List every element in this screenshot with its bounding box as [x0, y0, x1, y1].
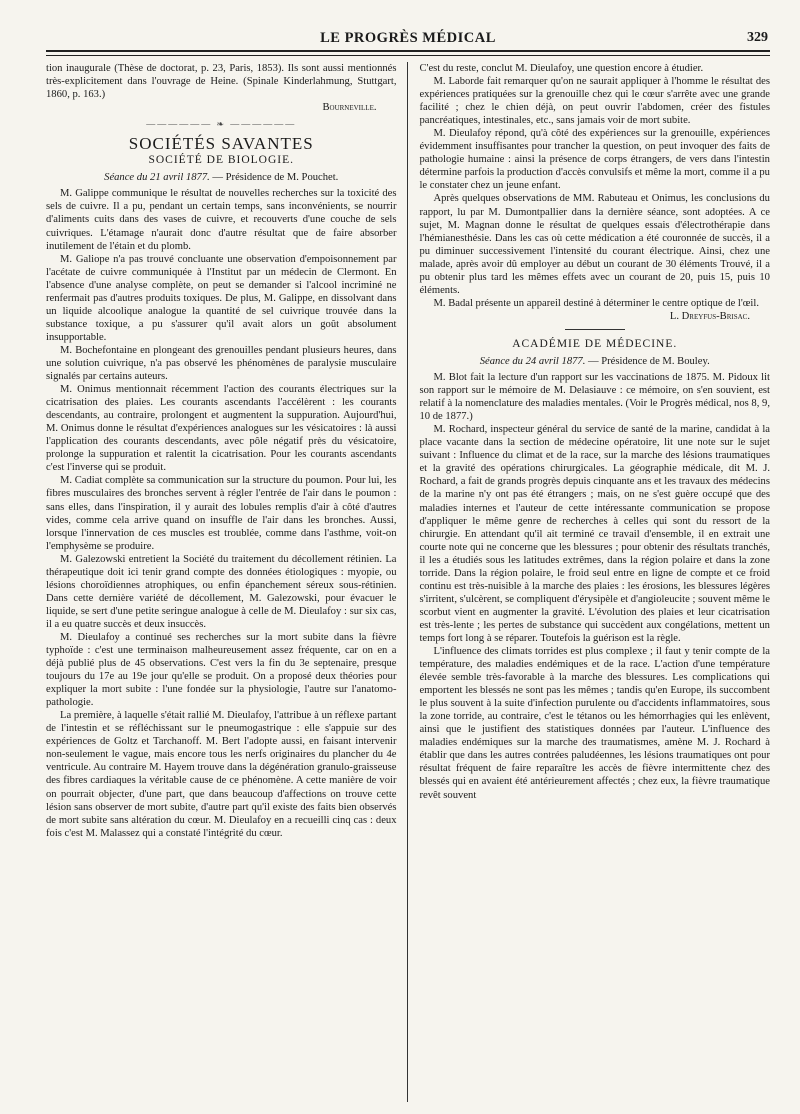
society-title: SOCIÉTÉ DE BIOLOGIE. — [148, 154, 295, 167]
paragraph: L'influence des climats torrides est plus complexe ; il faut y tenir compte de la température, des maladies endémiques et de la race. L'action d'une température élevée semble très-favorable à la marche des blessures. Les complications qui emportent les blessés ne sont pas les mêmes ; tandis qu'en Europe, ils succombent le plus souvent à la suite d'infection purulente ou d'accidents inflammatoires, sous la zone torride, au contraire, c'est le tétanos ou les hémorrhagies qui les enlèvent, ainsi que le justifient des statistiques données par l'auteur. L'influence des maladies endémiques sur la marche des traumatismes, amène M. J. Rochard à établir que dans les autres contrées paludéennes, les lésions traumatiques ont pour résultat fréquent de faire reparaître les accès de fièvre intermittente chez des blessés qui en avaient été antérieurement affectés ; chez eux, la fièvre traumatique revêt souvent — [419, 646, 770, 801]
seance-presidence: — Présidence de M. Bouley. — [585, 355, 710, 367]
seance-date: Séance du 24 avril 1877. — [479, 355, 586, 367]
paragraph: La première, à laquelle s'était rallié M. Dieulafoy, l'attribue à un réflexe partant de l'intestin et se réfléchissant sur le pneumogastrique : elle s'appuie sur des expériences de Goltz et Tarchanoff. M. Bert l'adopte aussi, en faisant intervenir non-seulement le vague, mais encore tous les nerfs originaires du plancher du 4e ventricule. Au contraire M. Hayem trouve dans la dégénération granulo-graisseuse des fibres cardiaques la véritable cause de ce phénomène. A cette manière de voir on pourrait objecter, d'une part, que dans beaucoup d'affections on trouve cette lésion sans observer de mort subite, d'autre part qu'il existe des faits bien observés de mort subite sans altération du cœur. M. Dieulafoy en a recueilli cinq cas : deux fois c'est M. Malassez qui a constaté l'intégrité du cœur. — [46, 710, 397, 839]
paragraph: M. Laborde fait remarquer qu'on ne saurait appliquer à l'homme le résultat des expériences pratiquées sur la grenouille chez qui le cœur s'arrête avec une grande facilité ; chez le chien déjà, on peut ouvrir l'abdomen, créer des fistules pancréatiques, intestinales, etc., sans jamais voir de mort subite. — [419, 76, 770, 127]
paragraph: M. Dieulafoy a continué ses recherches sur la mort subite dans la fièvre typhoïde : c'est une terminaison malheureusement assez fréquente, car on en a déjà publié plus de 45 observations. C'est vers la fin du 3e septenaire, presque toujours du 17e au 19e jour qu'elle se produit. On a proposé deux théories pour expliquer la mort subite : l'une fondée sur la physiologie, l'autre sur l'anatomo-pathologie. — [46, 631, 397, 709]
seance-presidence: — Présidence de M. Pouchet. — [209, 172, 339, 184]
academy-title: ACADÉMIE DE MÉDECINE. — [512, 337, 678, 350]
page-number: 329 — [747, 30, 768, 45]
paragraph: M. Badal présente un appareil destiné à déterminer le centre optique de l'œil. — [433, 297, 759, 309]
paragraph: M. Dieulafoy répond, qu'à côté des expériences sur la grenouille, expériences évidemment insuffisantes pour trancher la question, on peut invoquer des faits de pathologie humaine : ainsi la présence de corps étrangers, de vers dans l'intestin détermine parfois la production d'accès convulsifs et même la mort, comme il a pu le constater chez un jeune enfant. — [419, 128, 770, 192]
paragraph: Après quelques observations de MM. Rabuteau et Onimus, les conclusions du rapport, lu par M. Dumontpallier dans la dernière séance, sont adoptées. A ce sujet, M. Magnan donne le résultat de quelques essais d'électrothérapie dans l'hémianesthésie. Dans les cas où cette médication a été couronnée de succès, il a pu diminuer successivement l'intensité du courant électrique. Ainsi, chez une malade, après avoir dû employer au début un courant de 30 éléments Trouvé, il a pu obtenir plus tard les mêmes effets avec un courant de 20, puis 15, puis 10 éléments. — [419, 193, 770, 296]
journal-title: LE PROGRÈS MÉDICAL — [320, 30, 496, 46]
column-divider — [407, 62, 408, 1102]
seance-line — [419, 355, 770, 368]
paragraph: M. Galiope n'a pas trouvé concluante une observation d'empoisonnement par l'acétate de cuivre communiquée à l'Institut par un médecin de Clermont. En l'absence d'une analyse complète, on peut se demander si l'alcool incriminé ne renfermait pas d'autres produits toxiques. De plus, M. Galippe, en dissolvant dans un liquide alcoolique analogue la quantité de sel cuivrique trouvée dans la substance toxique, a pu s'assurer qu'il avait alors un goût absolument insupportable. — [46, 253, 397, 343]
section-rule — [565, 329, 625, 330]
paragraph: M. Galezowski entretient la Société du traitement du décollement rétinien. La thérapeutique doit ici tenir grand compte des données étiologiques : myopie, ou lésions choroïdiennes atrophiques, ou enfin épanchement séreux sous-rétinien. Dans cette dernière variété de décollement, M. Galezowski, pour évacuer le liquide, se sert d'une petite seringue analogue à celle de M. Dieulafoy : sur six cas, il a eu quatre succès et deux insuccès. — [46, 553, 397, 630]
right-column — [419, 62, 770, 1102]
two-column-body — [46, 62, 770, 1102]
paragraph: M. Rochard, inspecteur général du service de santé de la marine, candidat à la place vacante dans la section de médecine opératoire, lit une note sur le sujet suivant : Influence du climat et de la race, sur la marche des lésions traumatiques et la gravité des opérations chirurgicales. La géographie médicale, dit M. J. Rochard, a fait de grands progrès depuis cinquante ans et les travaux des médecins de la marine n'y ont pas été étrangers ; mais, on ne s'est guère occupé que des maladies internes et l'auteur de cette intéressante communication se propose d'appliquer le même genre de recherches à celles qui sont du ressort de la chirurgie. En attendant qu'il ait terminé ce travail d'ensemble, il en extrait une courte note qui ne concerne que les blessures ; pour obtenir des résultats tranchés, il les a étudiés sous les latitudes extrêmes, dans la région polaire et dans la zone torride. Dans la région polaire, le froid seul entre en ligne de compte et ce froid continu est très-nuisible à la marche des plaies : les érosions, les blessures légères s'irritent, s'ulcèrent, se compliquent d'érysipèle et d'angioleucite ; souvent même le scorbut vient en augmenter la gravité. L'évolution des plaies et leur cicatrisation est très-lente ; les pertes de substance qui succèdent aux congélations, mettent un temps fort long à se réparer. Toutefois la guérison est la règle. — [419, 424, 770, 644]
seance-date: Séance du 21 avril 1877. — [104, 172, 210, 184]
paragraph: M. Bochefontaine en plongeant des grenouilles pendant plusieurs heures, dans une solution cuivrique, n'a pas observé les phénomènes de paralysie musculaire signalés par certains auteurs. — [46, 344, 397, 383]
paragraph: M. Galippe communique le résultat de nouvelles recherches sur la toxicité des sels de cuivre. Il a pu, pendant un certain temps, sans inconvénients, se nourrir d'aliments cuits dans des vases de cuivre, et recouverts d'une couche de sels cuivriques. L'étamage n'aurait donc d'autre résultat que de faire absorber inutilement de l'étain et du plomb. — [46, 188, 397, 252]
running-header — [46, 30, 770, 52]
ornament-divider: —————— ❧ —————— — [146, 119, 297, 130]
paragraph: M. Blot fait la lecture d'un rapport sur les vaccinations de 1875. M. Pidoux lit son rapport sur le mémoire de M. Delasiauve : ce mémoire, on s'en souvient, est relatif à la nomenclature des maladies mentales. (Voir le Progrès médical, nos 8, 9, 10 de 1877.) — [419, 372, 770, 423]
paragraph: M. Onimus mentionnait récemment l'action des courants électriques sur la cicatrisation des plaies. Les courants ascendants l'accélèrent : les courants descendants, au contraire, prolongent et augmentent la suppuration. Aujourd'hui, M. Onimus donne le résultat d'expériences analogues sur les vésicatoires : là aussi l'application des courants descendants, avec pôle négatif près du vésicatoire, prolonge la suppuration et ralentit la cicatrisation. Pour les courants ascendants c'est l'inverse qui se produit. — [46, 384, 397, 474]
paragraph: C'est du reste, conclut M. Dieulafoy, une question encore à étudier. — [419, 63, 704, 74]
paragraph: M. Cadiat complète sa communication sur la structure du poumon. Pour lui, les fibres musculaires des bronches servent à régler l'entrée de l'air dans le poumon : sans elles, dans l'inspiration, il y aurait des lobules remplis d'air à côté d'autres vides, comme cela arrive quand on insuffle de l'air dans les bronches. Aussi, lorsque l'innervation de ces muscles est troublée, comme dans l'asthme, voit-on l'emphysème se produire. — [46, 475, 397, 552]
left-column — [46, 62, 397, 1102]
header-rule — [46, 55, 770, 56]
author-signature: L. Dreyfus-Brisac. — [669, 310, 750, 322]
intro-paragraph: tion inaugurale (Thèse de doctorat, p. 23, Paris, 1853). Ils sont aussi mentionnés très-explicitement dans l'ouvrage de Heine. (Spinale Kinderlahmung, Stuttgart, 1860, p. 163.) — [46, 63, 397, 101]
section-title: SOCIÉTÉS SAVANTES — [128, 134, 314, 154]
intro-signature: Bourneville. — [322, 102, 377, 114]
seance-line — [46, 171, 397, 184]
